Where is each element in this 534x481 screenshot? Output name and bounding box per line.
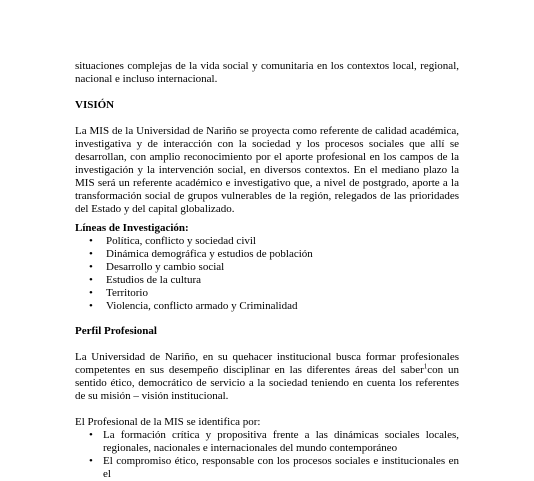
list-item-text: La formación crítica y propositiva frente a las dinámicas sociales locales, regionales, nacionales e internacionales del mundo contemporáneo: [103, 429, 459, 454]
profile-identifies-intro: El Profesional de la MIS se identifica por:: [75, 416, 261, 428]
list-item-text: Estudios de la cultura: [106, 274, 202, 286]
bullet-icon: •: [89, 261, 93, 273]
bullet-icon: •: [89, 429, 93, 441]
bullet-icon: •: [89, 248, 93, 260]
list-item: [75, 261, 459, 274]
intro-continuation-paragraph: situaciones complejas de la vida social y comunitaria en los contextos local, regional, nacional e incluso internacional.: [75, 60, 459, 85]
list-item: [75, 429, 459, 455]
research-lines-list: [75, 235, 459, 313]
profile-traits-list: [75, 429, 459, 481]
research-lines-heading: Líneas de Investigación:: [75, 222, 189, 234]
vision-heading: VISIÓN: [75, 99, 115, 111]
profile-text-after-note: con un sentido ético, democrático de servicio a la sociedad teniendo en cuenta los referentes de su misión – visión institucional.: [75, 364, 460, 402]
list-item-text: Desarrollo y cambio social: [106, 261, 225, 273]
list-item: [75, 287, 459, 300]
document-page: [75, 60, 459, 481]
bullet-icon: •: [89, 274, 93, 286]
profile-paragraph: [75, 351, 459, 403]
bullet-icon: •: [89, 455, 93, 467]
bullet-icon: •: [89, 287, 93, 299]
vision-paragraph: La MIS de la Universidad de Nariño se proyecta como referente de calidad académica, investigativa y de interacción con la sociedad y los procesos sociales que allí se desarrollan, con amplio reconocimiento por el aporte profesional en los campos de la investigación y la intervención social, en diversos contextos. En el mediano plazo la MIS será un referente académico e investigativo que, a nivel de postgrado, aporte a la transformación social de grupos vulnerables de la región, relegados de las prioridades del Estado y del capital globalizado.: [75, 125, 459, 215]
list-item-text: El compromiso ético, responsable con los procesos sociales e institucionales en el: [103, 455, 459, 480]
list-item-text: Violencia, conflicto armado y Criminalidad: [106, 300, 298, 312]
profile-heading: Perfil Profesional: [75, 325, 157, 337]
list-item-text: Territorio: [106, 287, 148, 299]
bullet-icon: •: [89, 235, 93, 247]
list-item-text: Dinámica demográfica y estudios de población: [106, 248, 313, 260]
profile-text-before-note: La Universidad de Nariño, en su quehacer institucional busca formar profesionales competentes en sus desempeño disciplinar en las diferentes áreas del saber: [75, 351, 459, 376]
bullet-icon: •: [89, 300, 93, 312]
list-item: [75, 274, 459, 287]
list-item-text: Política, conflicto y sociedad civil: [106, 235, 256, 247]
list-item: [75, 300, 459, 313]
footnote-mark[interactable]: 1: [423, 362, 428, 371]
list-item: [75, 248, 459, 261]
list-item: [75, 235, 459, 248]
list-item: [75, 455, 459, 481]
